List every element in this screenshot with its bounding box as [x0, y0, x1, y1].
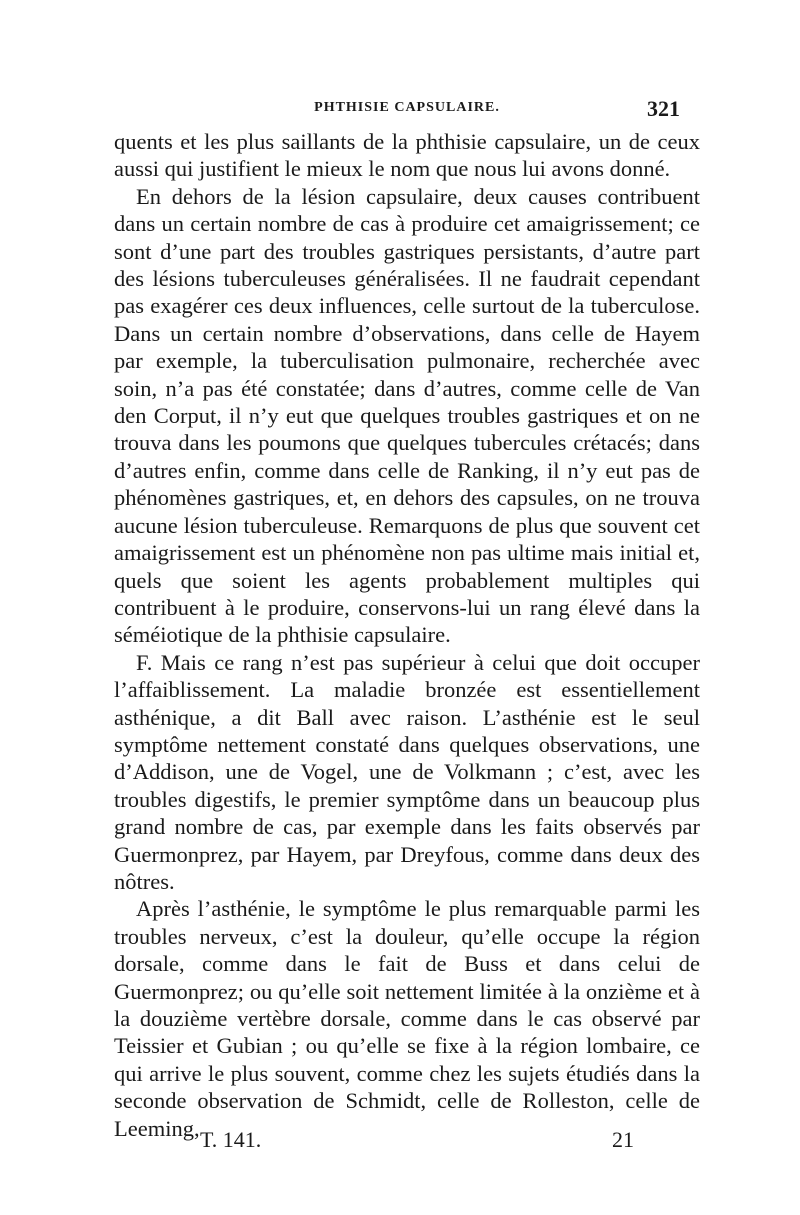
body-text: [114, 128, 700, 1142]
paragraph: F. Mais ce rang n’est pas supérieur à celui que doit occuper l’affaiblissement. La maladie bronzée est essentiellement asthénique, a dit Ball avec raison. L’asthénie est le seul symptôme nettement constaté dans quelques observations, une d’Addison, une de Vogel, une de Volkmann ; c’est, avec les troubles digestifs, le premier symptôme dans un beaucoup plus grand nombre de cas, par exemple dans les faits observés par Guermonprez, par Hayem, par Dreyfous, comme dans deux des nôtres.: [114, 649, 700, 894]
paragraph-continuation: quents et les plus saillants de la phthisie capsulaire, un de ceux aussi qui justifient le mieux le nom que nous lui avons donné.: [114, 129, 700, 182]
page-number: 321: [647, 96, 680, 121]
paragraph: En dehors de la lésion capsulaire, deux causes contribuent dans un certain nombre de cas à produire cet amaigrissement; ce sont d’une part des troubles gastriques persistants, d’autre part des lésions tuberculeuses généralisées. Il ne faudrait cependant pas exagérer ces deux influences, celle surtout de la tuberculose. Dans un certain nombre d’observations, dans celle de Hayem par exemple, la tuberculisation pulmonaire, recherchée avec soin, n’a pas été constatée; dans d’autres, comme celle de Van den Corput, il n’y eut que quelques troubles gastriques et on ne trouva dans les poumons que quelques tubercules crétacés; dans d’autres enfin, comme dans celle de Ranking, il n’y eut pas de phénomènes gastriques, et, en dehors des capsules, on ne trouva aucune lésion tuberculeuse. Remarquons de plus que souvent cet amaigrissement est un phénomène non pas ultime mais initial et, quels que soient les agents probablement multiples qui contribuent à le produire, conservons-lui un rang élevé dans la séméiotique de la phthisie capsulaire.: [114, 183, 700, 648]
paragraph: Après l’asthénie, le symptôme le plus remarquable parmi les troubles nerveux, c’est la douleur, qu’elle occupe la région dorsale, comme dans le fait de Buss et dans celui de Guermonprez; ou qu’elle soit nettement limitée à la onzième et à la douzième vertèbre dorsale, comme dans le cas observé par Teissier et Gubian ; ou qu’elle se fixe à la région lombaire, ce qui arrive le plus souvent, comme chez les sujets étudiés dans la seconde observation de Schmidt, celle de Rolleston, celle de Leeming,: [114, 896, 700, 1141]
footer-sheet-number: 21: [612, 1127, 634, 1152]
page-footer: [114, 1127, 700, 1159]
footer-signature: T. 141.: [200, 1127, 262, 1152]
running-title: PHTHISIE CAPSULAIRE.: [314, 100, 500, 115]
running-head: [114, 96, 700, 124]
